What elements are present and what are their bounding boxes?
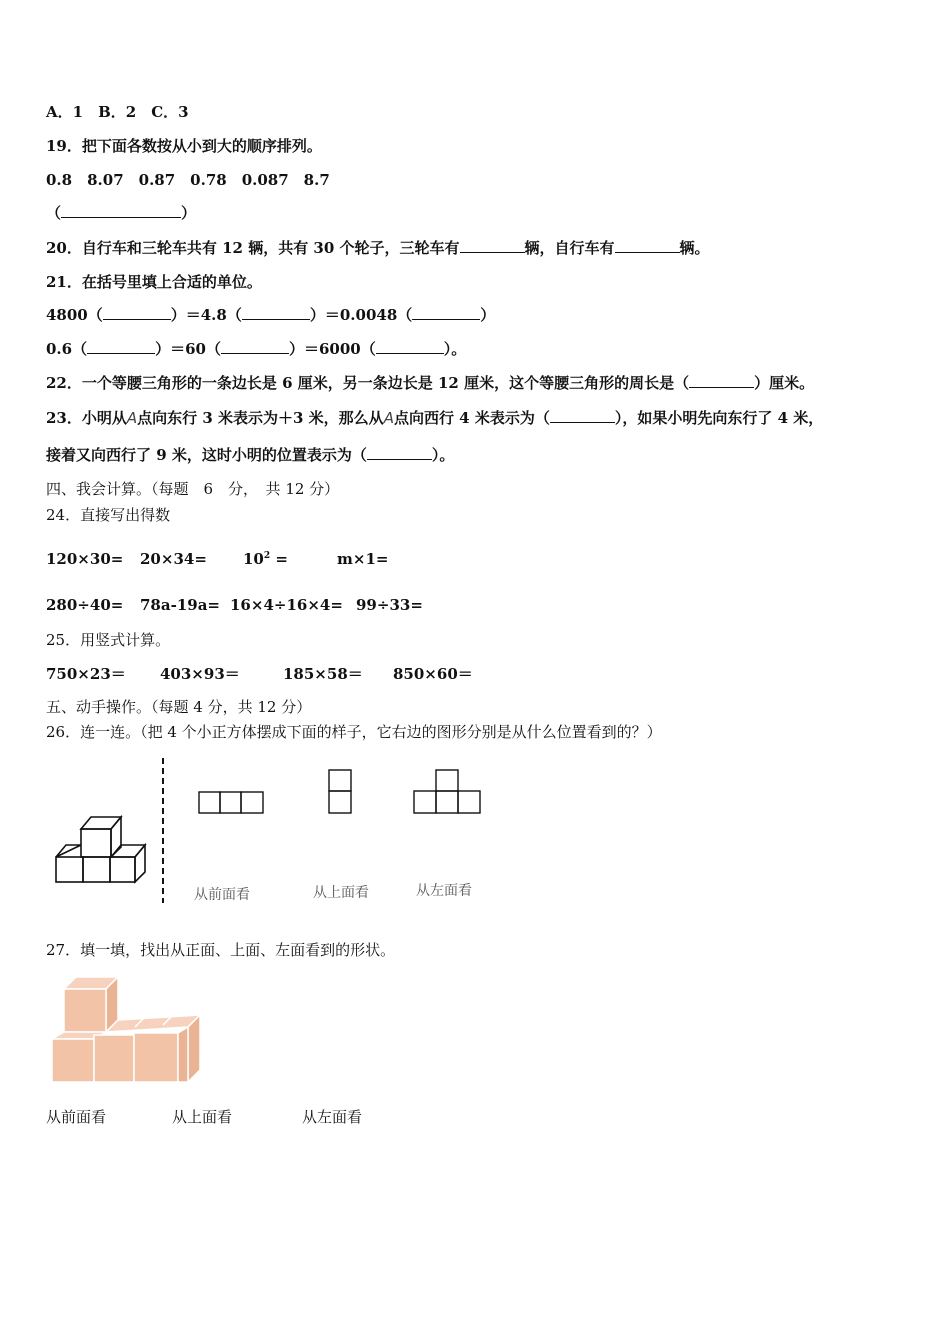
answer-blank[interactable]	[221, 339, 289, 354]
answer-blank[interactable]	[689, 373, 754, 388]
q21-r1-b: ）＝4.8（	[170, 306, 242, 324]
answer-blank[interactable]	[87, 339, 155, 354]
q21-r2-b: ）＝60（	[155, 340, 221, 358]
calc-item: 78a-19a=	[140, 596, 220, 614]
q25-title: 25．用竖式计算。	[46, 631, 171, 649]
q23-part2: 点向东行 3 米表示为＋3 米，那么从	[137, 409, 384, 427]
q21-r1-a: 4800（	[46, 306, 103, 324]
left-cube-top-face	[56, 845, 81, 857]
q21-r2-c: ）＝6000（	[288, 340, 376, 358]
top-view-shape[interactable]	[327, 768, 355, 816]
power-exponent: 2	[263, 551, 271, 561]
q23-part3: 点向西行 4 米表示为（	[393, 409, 550, 427]
peach-cube-figure	[50, 975, 205, 1087]
q26-title: 26．连一连。（把 4 个小正方体摆成下面的样子，它右边的图形分别是从什么位置看到的？）	[46, 723, 662, 741]
q23-part4: ），如果小明先向东行了 4 米，	[614, 409, 824, 427]
q20	[46, 238, 710, 258]
q21-r2-d: ）。	[443, 340, 467, 358]
power-equals: =	[270, 550, 288, 568]
q21-r1-d: ）	[480, 306, 496, 324]
calc-item: 16×4÷16×4=	[230, 596, 343, 614]
point-a: A	[126, 409, 138, 427]
calc-item: 120×30=	[46, 550, 124, 568]
front-view-shape[interactable]	[198, 790, 266, 816]
q25-items	[46, 663, 926, 683]
answer-blank[interactable]	[376, 339, 444, 354]
q21-row1	[46, 305, 495, 325]
q22	[46, 373, 814, 393]
q22-text-a: 22．一个等腰三角形的一条边长是 6 厘米，另一条边长是 12 厘米，这个等腰三角形的周长是（	[46, 374, 690, 392]
answer-blank[interactable]	[460, 238, 525, 253]
q23-line1	[46, 408, 823, 428]
label-top-view: 从上面看	[172, 1108, 233, 1126]
section-4-heading: 四、我会计算。（每题 6 分， 共 12 分）	[46, 480, 340, 498]
answer-blank[interactable]	[550, 408, 615, 423]
q23-line2b: ）。	[431, 446, 455, 464]
q23-line2	[46, 445, 454, 465]
q20-text-a: 20．自行车和三轮车共有 12 辆，共有 30 个轮子，三轮车有	[46, 239, 460, 257]
q27-title: 27．填一填，找出从正面、上面、左面看到的形状。	[46, 941, 396, 959]
q22-text-b: ）厘米。	[754, 374, 815, 392]
front-cube-right	[110, 857, 135, 882]
label-front-view: 从前面看	[194, 887, 250, 903]
answer-blank[interactable]	[367, 445, 432, 460]
label-left-view: 从左面看	[302, 1108, 363, 1126]
q23-line2a: 接着又向西行了 9 米，这时小明的位置表示为（	[46, 446, 367, 464]
right-cube-side-face	[135, 845, 145, 882]
calc-item: 280÷40=	[46, 596, 124, 614]
label-top-view: 从上面看	[313, 885, 369, 901]
q23-part1: 23．小明从	[46, 409, 127, 427]
paren-close: ）	[181, 204, 197, 222]
vertical-calc-item: 403×93＝	[160, 665, 240, 683]
section-5-heading: 五、动手操作。（每题 4 分，共 12 分）	[46, 698, 312, 716]
q20-text-c: 辆。	[679, 239, 710, 257]
front-cube-left	[56, 857, 83, 882]
left-view-shape[interactable]	[413, 768, 483, 816]
answer-blank[interactable]	[61, 203, 181, 218]
q18-options: A．1 B．2 C．3	[46, 103, 189, 121]
answer-blank[interactable]	[615, 238, 680, 253]
vertical-calc-item: 850×60＝	[393, 665, 473, 683]
calc-item: m×1=	[337, 550, 389, 568]
vertical-calc-item: 750×23＝	[46, 665, 126, 683]
label-front-view: 从前面看	[46, 1108, 107, 1126]
top-cube-front-face	[81, 829, 111, 857]
q21-title: 21．在括号里填上合适的单位。	[46, 273, 262, 291]
answer-blank[interactable]	[103, 305, 171, 320]
vertical-calc-item: 185×58＝	[283, 665, 363, 683]
calc-item-power	[243, 550, 288, 568]
answer-blank[interactable]	[412, 305, 480, 320]
paren-open: （	[46, 204, 62, 222]
q19-answer	[46, 203, 196, 223]
cube-stack-figure	[50, 812, 150, 887]
q24-title: 24．直接写出得数	[46, 506, 171, 524]
calc-item: 99÷33=	[356, 596, 423, 614]
q19-title: 19．把下面各数按从小到大的顺序排列。	[46, 137, 322, 155]
q24-row1	[46, 550, 926, 570]
q24-row2	[46, 596, 926, 616]
answer-blank[interactable]	[242, 305, 310, 320]
power-base: 10	[243, 550, 264, 568]
q21-r1-c: ）＝0.0048（	[309, 306, 413, 324]
q19-numbers: 0.8 8.07 0.87 0.78 0.087 8.7	[46, 171, 330, 189]
q21-r2-a: 0.6（	[46, 340, 88, 358]
q21-row2	[46, 339, 466, 359]
q20-text-b: 辆，自行车有	[524, 239, 615, 257]
point-a: A	[383, 409, 394, 427]
front-cube-middle	[83, 857, 110, 882]
dashed-divider	[158, 758, 168, 903]
label-left-view: 从左面看	[416, 883, 472, 899]
q27-labels	[46, 1106, 926, 1128]
calc-item: 20×34=	[140, 550, 207, 568]
